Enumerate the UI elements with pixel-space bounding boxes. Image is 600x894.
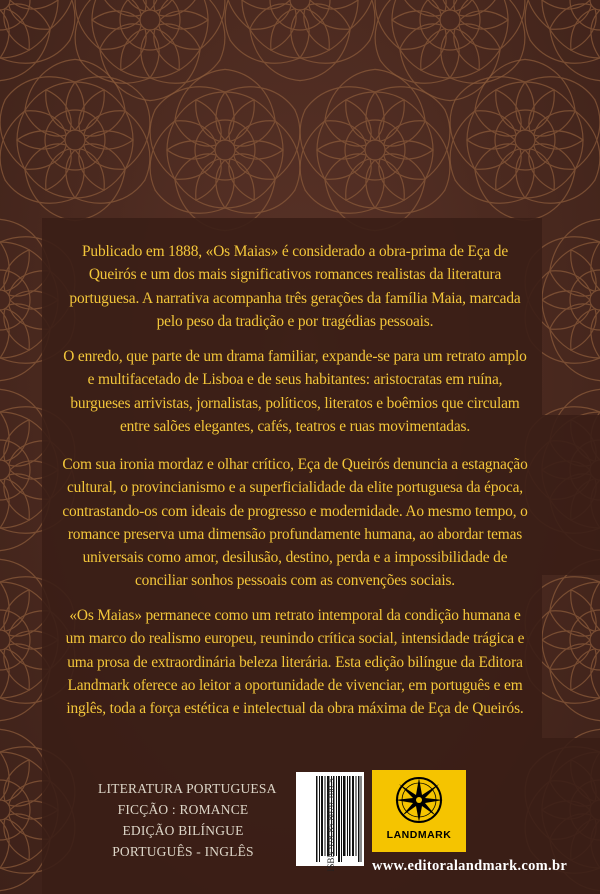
synopsis-paragraph-1: Publicado em 1888, «Os Maias» é considerado a obra-prima de Eça de Queirós e um dos mais significativos romances realistas da literatura portuguesa. A narrativa acompanha três gerações da família Maia, marcada pelo peso da tradição e por tragédias pessoais. [69, 243, 521, 330]
side-panel-tab [542, 415, 600, 575]
isbn-number: ISBN 978-85-8070-100-5 [326, 778, 336, 872]
genre-line: LITERATURA PORTUGUESA [98, 781, 277, 796]
logo-wordmark: LANDMARK [386, 829, 452, 841]
synopsis-paragraph-2: O enredo, que parte de um drama familiar, expande-se para um retrato amplo e multifacetado de Lisboa e de seus habitantes: aristocratas em ruína, burgueses arrivistas, jornalistas, políticos, literatos e boêmios que circulam entre salões elegantes, cafés, teatros e ruas movimentadas. [63, 348, 527, 435]
genre-line: EDIÇÃO BILÍNGUE [122, 823, 244, 838]
compass-star-icon [372, 770, 466, 828]
synopsis-paragraph-3: Com sua ironia mordaz e olhar crítico, Eça de Queirós denuncia a estagnação cultural, o provincianismo e a superficialidade da elite portuguesa da época, contrastando-os com ideais de progresso e modernidade. Ao mesmo tempo, o romance preserva uma dimensão profundamente humana, ao abordar temas universais como amor, desilusão, destino, perda e a impossibilidade de conciliar sonhos pessoais com as convenções sociais. [62, 456, 528, 590]
synopsis-paragraph-4: «Os Maias» permanece como um retrato intemporal da condição humana e um marco do realismo europeu, reunindo crítica social, intensidade trágica e uma prosa de extraordinária beleza literária. Esta edição bilíngue da Editora Landmark oferece ao leitor a oportunidade de vivenciar, em português e em inglês, toda a força estética e intelectual da obra máxima de Eça de Queirós. [65, 607, 525, 718]
genre-line: FICÇÃO : ROMANCE [117, 802, 249, 817]
genre-line: PORTUGUÊS - INGLÊS [112, 844, 254, 859]
genre-classification [98, 778, 277, 862]
publisher-website[interactable]: www.editoralandmark.com.br [372, 858, 568, 874]
landmark-logo [372, 770, 466, 852]
